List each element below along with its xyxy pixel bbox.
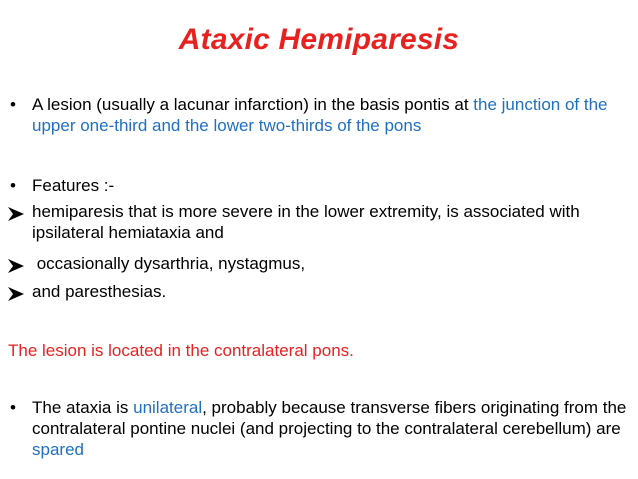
ataxia-text-1: The ataxia is	[32, 398, 134, 417]
features-label: Features :-	[32, 176, 115, 195]
ataxia-text-2: , probably because transverse fibers originating from the contralateral pontine nuclei (and projecting to the contralateral cerebellum) are	[32, 398, 627, 438]
ataxia-spared: spared	[32, 440, 84, 459]
feature-row	[8, 201, 630, 243]
lesion-location-note: The lesion is located in the contralateral pons.	[8, 341, 354, 360]
bullet-dot-icon: •	[10, 398, 16, 417]
feature-row	[8, 253, 630, 274]
feature-item-1	[8, 201, 630, 243]
bullet-ataxia	[8, 397, 630, 460]
bullet-features	[8, 175, 630, 196]
bullet-dot-icon: •	[10, 176, 16, 195]
arrow-bullet-icon	[8, 205, 30, 226]
feature-text: hemiparesis that is more severe in the lower extremity, is associated with ipsilateral hemiataxia and	[32, 202, 580, 242]
arrow-bullet-icon	[8, 257, 30, 278]
slide-title: Ataxic Hemiparesis	[178, 23, 460, 56]
bullet-text-blue: the junction of the upper one-third and the lower two-thirds of the pons	[32, 95, 608, 135]
arrow-bullet-icon-svg	[8, 259, 24, 273]
feature-item-2	[8, 253, 630, 274]
bullet-row	[8, 175, 630, 196]
feature-text: occasionally dysarthria, nystagmus,	[32, 254, 306, 273]
arrow-bullet-icon-svg	[8, 207, 24, 221]
bullet-text-black: A lesion (usually a lacunar infarction) in the basis pontis at	[32, 95, 474, 114]
feature-text: and paresthesias.	[32, 282, 167, 301]
bullet-row	[8, 397, 630, 460]
bullet-dot-icon: •	[10, 95, 16, 114]
bullet-row	[8, 94, 630, 136]
arrow-bullet-icon	[8, 285, 30, 306]
arrow-bullet-icon-svg	[8, 287, 24, 301]
ataxia-unilateral: unilateral	[133, 398, 203, 417]
bullet-lesion-description	[8, 94, 630, 136]
feature-row	[8, 281, 630, 302]
feature-item-3	[8, 281, 630, 302]
